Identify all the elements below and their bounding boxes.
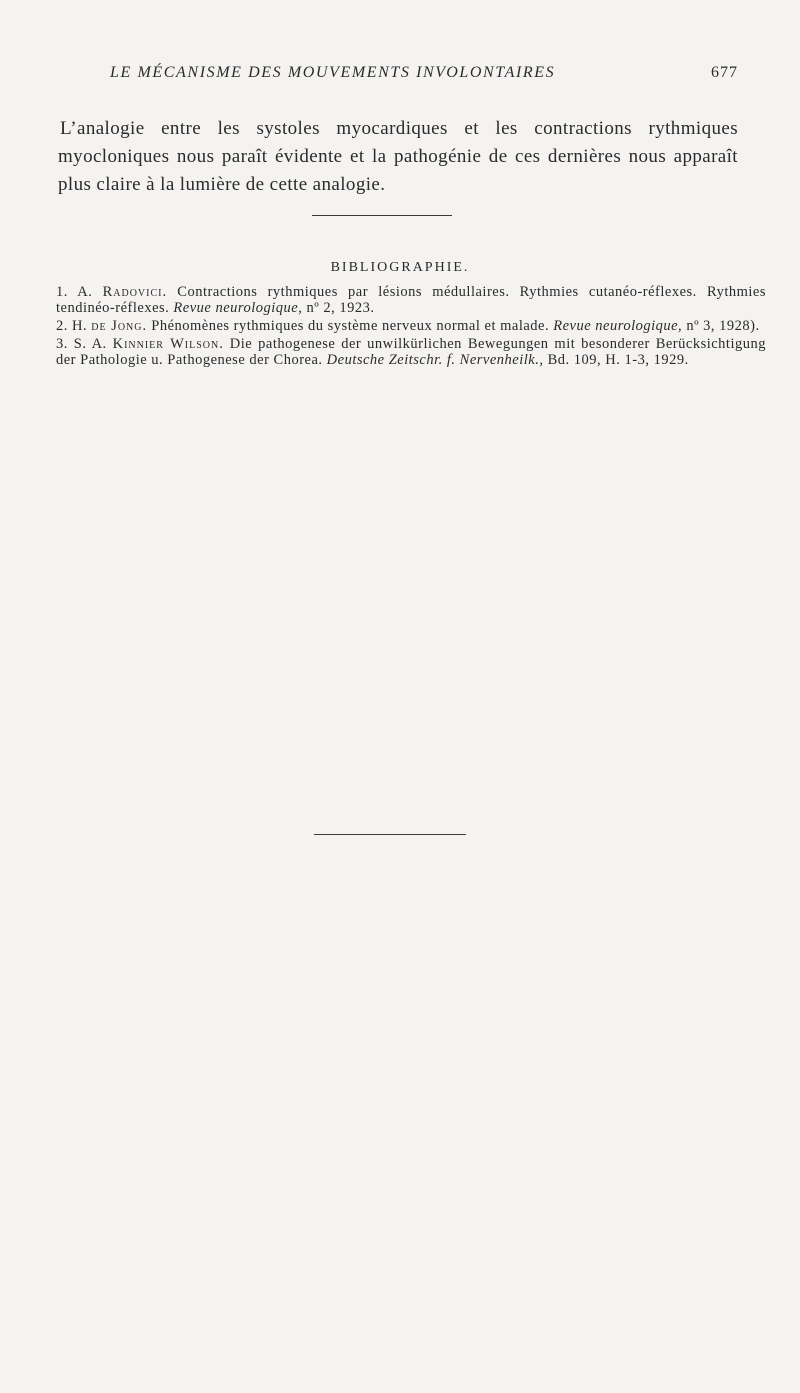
page-number: 677 (711, 64, 738, 81)
running-header (110, 64, 740, 88)
reference-journal: Revue neurologique, (553, 318, 683, 334)
section-divider-bottom (314, 834, 466, 835)
reference-title: Phénomènes rythmiques du système nerveux normal et malade. (147, 318, 554, 334)
reference-number: 2. H. (56, 318, 88, 334)
reference-title: Contractions rythmiques par lésions médullaires. Rythmies cutanéo-réflexes. Rythmies tendinéo-réflexes. (56, 284, 767, 316)
reference-item (56, 336, 766, 368)
bibliography-heading: BIBLIOGRAPHIE. (330, 260, 470, 275)
reference-title: Die pathogenese der unwilkürlichen Bewegungen mit besonderer Berücksichtigung der Pathologie u. Pathogenese der Chorea. (56, 336, 766, 368)
reference-item (56, 284, 766, 316)
reference-details: nº 3, 1928). (682, 318, 760, 334)
bibliography-list (56, 284, 766, 370)
reference-author: de Jong. (91, 318, 148, 334)
reference-number: 1. A. (56, 284, 93, 300)
section-divider-top (312, 215, 452, 216)
reference-journal: Revue neurologique, (173, 300, 303, 316)
reference-author: Kinnier Wilson. (112, 336, 224, 352)
running-title: LE MÉCANISME DES MOUVEMENTS INVOLONTAIRES (110, 64, 556, 81)
body-paragraph: L’analogie entre les systoles myocardiques et les contractions rythmiques myocloniques nous paraît évidente et la pathogénie de ces dernières nous apparaît plus claire à la lumière de cette analogie. (58, 118, 738, 195)
reference-details: nº 2, 1923. (302, 300, 375, 316)
reference-details: Bd. 109, H. 1-3, 1929. (543, 352, 689, 368)
reference-item (56, 318, 766, 334)
reference-number: 3. S. A. (56, 336, 107, 352)
reference-author: Radovici. (102, 284, 168, 300)
reference-journal: Deutsche Zeitschr. f. Nervenheilk., (326, 352, 544, 368)
